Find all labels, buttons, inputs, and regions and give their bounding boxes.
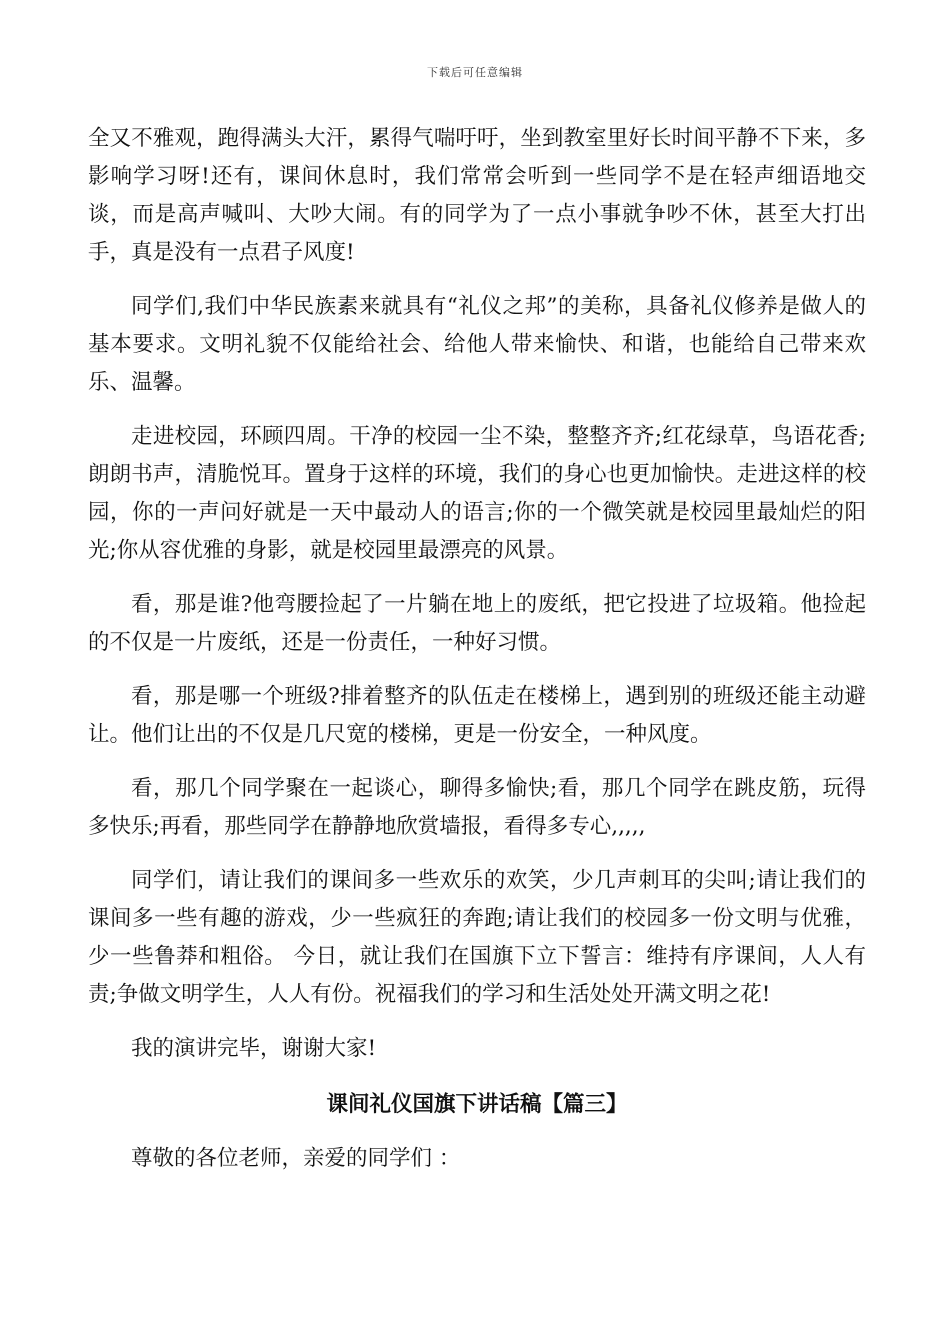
paragraph-campus: 走进校园，环顾四周。干净的校园一尘不染，整整齐齐;红花绿草，鸟语花香;朗朗书声，清脆悦耳。置身于这样的环境，我们的身心也更加愉快。走进这样的校园，你的一声问好就是一天中最动人的语言;你的一个微笑就是校园里最灿烂的阳光;你从容优雅的身影，就是校园里最漂亮的风景。 xyxy=(88,424,866,563)
paragraph-waste-paper: 看，那是谁?他弯腰捡起了一片躺在地上的废纸，把它投进了垃圾箱。他捡起的不仅是一片废纸，还是一份责任，一种好习惯。 xyxy=(88,592,866,655)
section-title: 课间礼仪国旗下讲话稿【篇三】 xyxy=(326,1092,628,1117)
paragraph-closing: 我的演讲完毕，谢谢大家! xyxy=(131,1036,377,1061)
greeting: 尊敬的各位老师，亲爱的同学们 ： xyxy=(131,1146,461,1171)
page-header: 下载后可任意编辑 xyxy=(427,66,523,79)
paragraph-appeal: 同学们，请让我们的课间多一些欢乐的欢笑，少几声刺耳的尖叫;请让我们的课间多一些有趣的游戏，少一些疯狂的奔跑;请让我们的校园多一份文明与优雅，少一些鲁莽和粗俗。 今日，就让我们在国旗下立下誓言：维持有序课间，人人有责;争做文明学生，人人有份。祝福我们的学习和生活处处开满文明之花! xyxy=(88,868,866,1007)
paragraph-classmates: 看，那几个同学聚在一起谈心，聊得多愉快;看，那几个同学在跳皮筋，玩得多快乐;再看，那些同学在静静地欣赏墙报，看得多专心,,,,, xyxy=(88,776,866,839)
paragraph-continued: 全又不雅观，跑得满头大汗，累得气喘吁吁，坐到教室里好长时间平静不下来，多影响学习呀!还有，课间休息时，我们常常会听到一些同学不是在轻声细语地交谈，而是高声喊叫、大吵大闹。有的同学为了一点小事就争吵不休，甚至大打出手，真是没有一点君子风度! xyxy=(88,126,866,265)
document-body xyxy=(88,120,866,1194)
paragraph-etiquette-nation: 同学们,我们中华民族素来就具有“礼仪之邦”的美称，具备礼仪修养是做人的基本要求。文明礼貌不仅能给社会、给他人带来愉快、和谐，也能给自己带来欢乐、温馨。 xyxy=(88,294,866,395)
paragraph-stairs: 看，那是哪一个班级?排着整齐的队伍走在楼梯上，遇到别的班级还能主动避让。他们让出的不仅是几尺宽的楼梯，更是一份安全，一种风度。 xyxy=(88,684,866,747)
